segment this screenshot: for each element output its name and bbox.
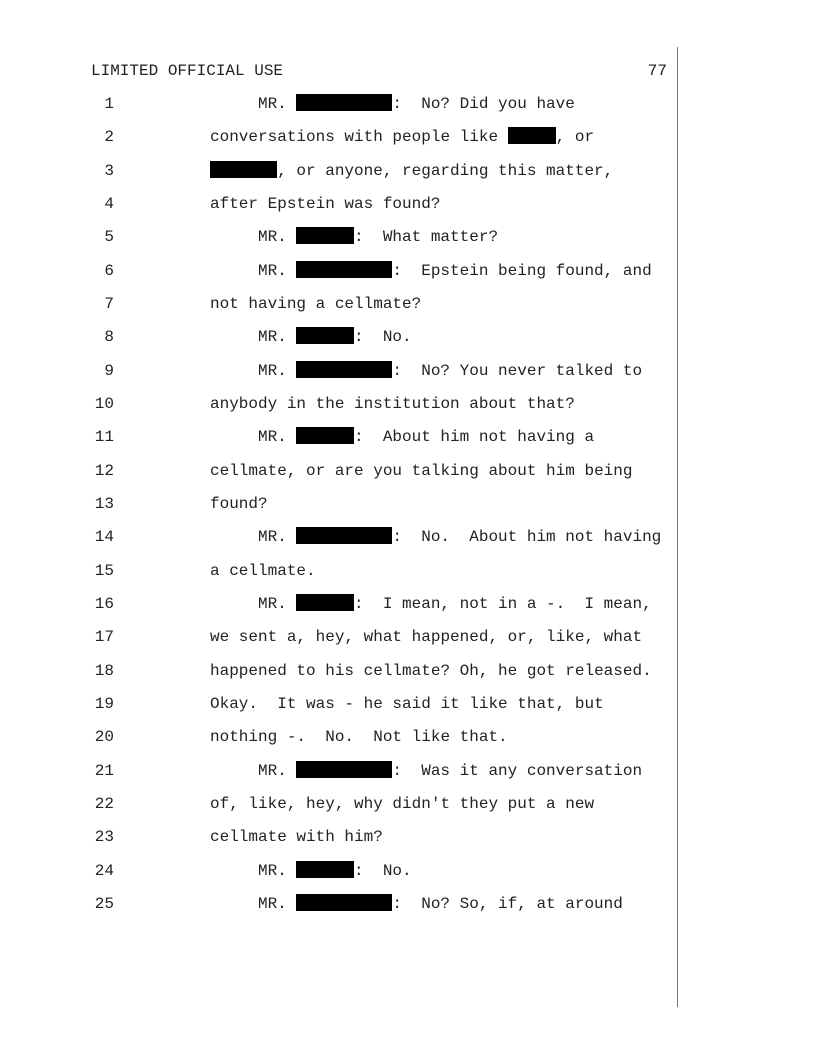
speaker-label: MR. [258,361,297,380]
speaker-label: MR. [258,528,297,547]
transcript-line [0,761,676,794]
line-text [210,327,412,347]
line-text [210,94,575,114]
transcript-line [0,261,676,294]
transcript-line [0,94,676,127]
transcript-line [0,694,676,727]
redaction-box [296,327,354,344]
line-number: 13 [94,494,114,513]
speaker-label: MR. [258,594,297,613]
redaction-box [296,527,392,544]
line-number: 5 [104,228,114,247]
line-text: a cellmate. [210,561,316,580]
line-text: happened to his cellmate? Oh, he got released. [210,661,652,680]
line-text [210,427,594,447]
line-number: 11 [94,428,114,447]
line-number: 8 [104,328,114,347]
line-text [210,861,412,881]
speaker-statement: : About him not having a [354,428,595,447]
line-number: 4 [104,194,114,213]
line-text [210,261,652,281]
line-number: 18 [94,661,114,680]
line-number: 6 [104,261,114,280]
redaction-box [296,361,392,378]
speaker-statement: : What matter? [354,228,499,247]
transcript-lines [0,94,676,927]
transcript-line [0,394,676,427]
transcript-line [0,461,676,494]
speaker-statement: : Epstein being found, and [392,261,652,280]
transcript-line [0,327,676,360]
speaker-statement: : No. About him not having [392,528,662,547]
line-text: of, like, hey, why didn't they put a new [210,794,595,813]
redaction-box [296,761,392,778]
line-number: 25 [94,894,114,913]
transcript-line [0,494,676,527]
transcript-line [0,627,676,660]
redaction-box [296,861,354,878]
line-number: 16 [94,594,114,613]
line-number: 9 [104,361,114,380]
transcript-line [0,727,676,760]
line-text [210,127,594,147]
speaker-label: MR. [258,228,297,247]
line-number: 15 [94,561,114,580]
page-number: 77 [647,62,667,80]
line-number: 21 [94,761,114,780]
transcript-line [0,894,676,927]
line-number: 12 [94,461,114,480]
transcript-line [0,227,676,260]
line-text [210,894,623,914]
speaker-label: MR. [258,95,297,113]
transcript-line [0,161,676,194]
transcript-line [0,194,676,227]
speaker-statement: : No. [354,861,412,880]
speaker-label: MR. [258,894,297,913]
speaker-statement: : I mean, not in a -. I mean, [354,594,652,613]
redaction-box [296,261,392,278]
line-text: after Epstein was found? [210,194,441,213]
line-text [210,761,642,781]
line-text: nothing -. No. Not like that. [210,728,508,747]
line-text: cellmate, or are you talking about him being [210,461,633,480]
transcript-line [0,361,676,394]
line-number: 20 [94,728,114,747]
transcript-line [0,594,676,627]
speaker-statement: : No? Did you have [392,95,575,113]
transcript-line [0,561,676,594]
transcript-line [0,827,676,860]
margin-rule [677,47,678,1007]
line-number: 23 [94,828,114,847]
line-number: 3 [104,161,114,180]
speaker-label: MR. [258,328,297,347]
line-text [210,361,642,381]
redaction-box [296,594,354,611]
line-number: 14 [94,528,114,547]
redaction-box [296,427,354,444]
line-number: 24 [94,861,114,880]
transcript-line [0,527,676,560]
redaction-box [508,127,556,144]
speaker-label: MR. [258,761,297,780]
transcript-line [0,127,676,160]
classification-header: LIMITED OFFICIAL USE [91,62,284,80]
transcript-line [0,427,676,460]
line-text [210,527,661,547]
line-text: we sent a, hey, what happened, or, like, what [210,628,643,647]
speaker-statement: : No. [354,328,412,347]
line-text: cellmate with him? [210,828,383,847]
transcript-line [0,794,676,827]
line-number: 2 [104,128,114,147]
line-number: 22 [94,794,114,813]
speaker-label: MR. [258,861,297,880]
speaker-statement: : No? So, if, at around [392,894,623,913]
transcript-line [0,861,676,894]
text-after-redaction: , or anyone, regarding this matter, [277,161,614,180]
speaker-statement: : Was it any conversation [392,761,643,780]
line-number: 1 [104,95,114,113]
text-before-redaction: conversations with people like [210,128,508,147]
line-text: Okay. It was - he said it like that, but [210,694,604,713]
transcript-line [0,661,676,694]
line-text [210,227,498,247]
transcript-line [0,294,676,327]
line-text: anybody in the institution about that? [210,394,575,413]
line-text [210,161,613,181]
redaction-box [210,161,277,178]
redaction-box [296,94,392,111]
redaction-box [296,227,354,244]
line-text: found? [210,494,268,513]
line-number: 19 [94,694,114,713]
speaker-statement: : No? You never talked to [392,361,643,380]
line-number: 10 [94,394,114,413]
text-after-redaction: , or [555,128,595,147]
line-number: 7 [104,294,114,313]
line-text [210,594,652,614]
speaker-label: MR. [258,428,297,447]
speaker-label: MR. [258,261,297,280]
redaction-box [296,894,392,911]
line-number: 17 [94,628,114,647]
line-text: not having a cellmate? [210,294,422,313]
